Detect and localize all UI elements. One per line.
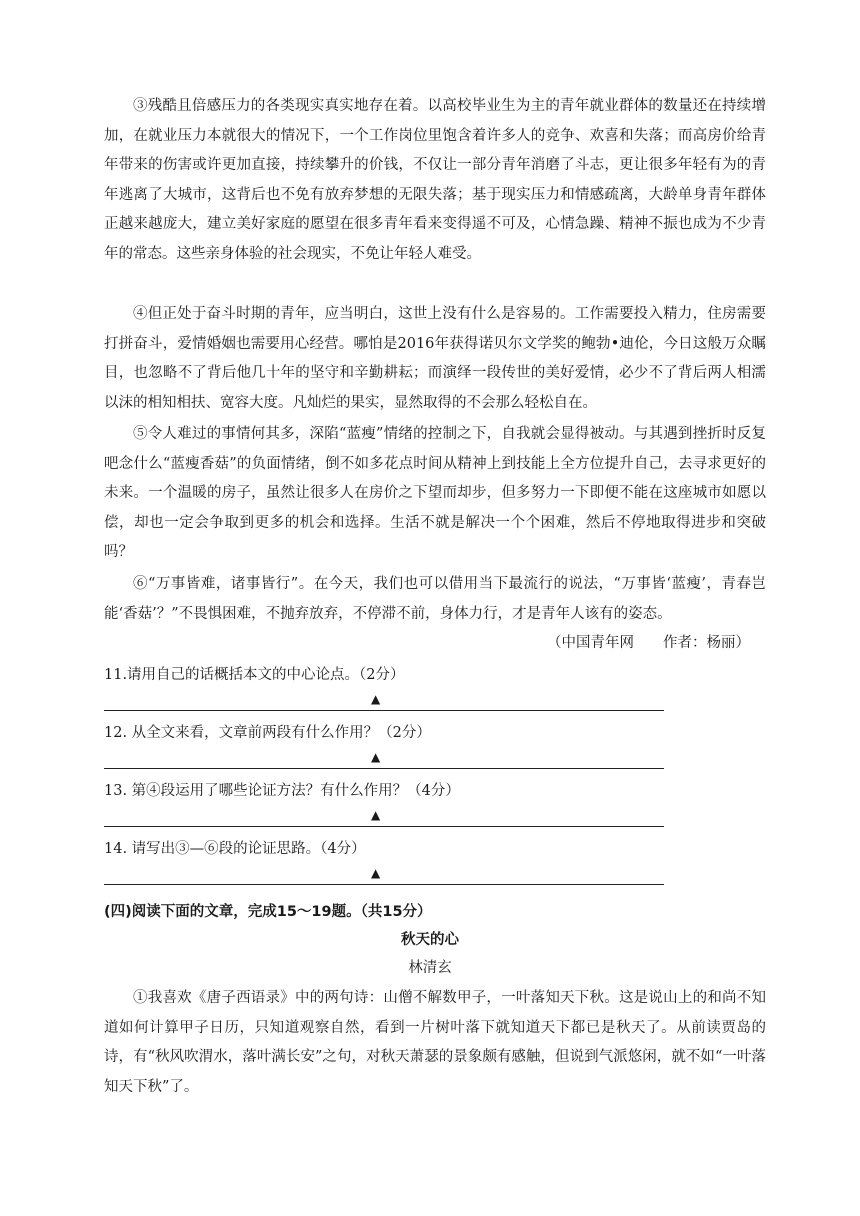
section-heading: (四)阅读下面的文章，完成15～19题。（共15分）	[104, 904, 432, 920]
question-14: 14. 请写出③—⑥段的论证思路。（4分）	[104, 841, 366, 857]
question-12: 12. 从全文来看，文章前两段有什么作用？（2分）	[104, 725, 431, 741]
answer-line-12[interactable]	[104, 748, 664, 769]
article-author: 林清玄	[408, 960, 452, 976]
answer-line-13[interactable]	[104, 806, 664, 827]
answer-line-11[interactable]	[104, 690, 664, 711]
paragraph-6: ⑥“万事皆难，诸事皆行”。在今天，我们也可以借用当下最流行的说法，“万事皆‘蓝瘦’，青春岂能‘香菇’？”不畏惧困难，不抛弃放弃，不停滞不前，身体力行，才是青年人该有的姿态。	[104, 576, 767, 622]
paragraph-5: ⑤令人难过的事情何其多，深陷“蓝瘦”情绪的控制之下，自我就会显得被动。与其遇到挫折时反复吧念什么“蓝瘦香菇”的负面情绪，倒不如多花点时间从精神上到技能上全方位提升自己，去寻求更好的未来。一个温暖的房子，虽然让很多人在房价之下望而却步，但多努力一下即便不能在这座城市如愿以偿，却也一定会争取到更多的机会和选择。生活不就是解决一个个困难，然后不停地取得进步和突破吗？	[104, 426, 766, 561]
answer-line-14[interactable]	[104, 864, 664, 885]
paragraph-3: ③残酷且倍感压力的各类现实真实地存在着。以高校毕业生为主的青年就业群体的数量还在持续增加，在就业压力本就很大的情况下，一个工作岗位里饱含着许多人的竞争、欢喜和失落；而高房价给青年带来的伤害或许更加直接，持续攀升的价钱，不仅让一部分青年消磨了斗志，更让很多年轻有为的青年逃离了大城市，这背后也不免有放弃梦想的无限失落；基于现实压力和情感疏离，大龄单身青年群体正越来越庞大，建立美好家庭的愿望在很多青年看来变得遥不可及，心情急躁、精神不振也成为不少青年的常态。这些亲身体验的社会现实，不免让年轻人难受。	[104, 98, 766, 262]
answer-marker-icon: ▲	[371, 692, 381, 706]
paragraph-4: ④但正处于奋斗时期的青年，应当明白，这世上没有什么是容易的。工作需要投入精力，住房需要打拼奋斗，爱情婚姻也需要用心经营。哪怕是2016年获得诺贝尔文学奖的鲍勃•迪伦，今日这般万众瞩目，也忽略不了背后他几十年的坚守和辛勤耕耘；而演绎一段传世的美好爱情，必少不了背后两人相濡以沫的相知相扶、宽容大度。凡灿烂的果实，显然取得的不会那么轻松自在。	[104, 306, 766, 411]
question-11: 11.请用自己的话概括本文的中心论点。（2分）	[104, 667, 405, 683]
answer-marker-icon: ▲	[371, 866, 381, 880]
answer-marker-icon: ▲	[371, 750, 381, 764]
article-title: 秋天的心	[401, 932, 459, 948]
answer-marker-icon: ▲	[371, 808, 381, 822]
question-13: 13. 第④段运用了哪些论证方法？有什么作用？（4分）	[104, 783, 460, 799]
article-paragraph-1: ①我喜欢《唐子西语录》中的两句诗：山僧不解数甲子，一叶落知天下秋。这是说山上的和尚不知道如何计算甲子日历，只知道观察自然，看到一片树叶落下就知道天下都已是秋天了。从前读贾岛的诗，有“秋风吹渭水，落叶满长安”之句，对秋天萧瑟的景象颇有感触，但说到气派悠闲，就不如“一叶落知天下秋”了。	[104, 990, 766, 1095]
source-citation: （中国青年网 作者：杨丽）	[547, 635, 750, 651]
